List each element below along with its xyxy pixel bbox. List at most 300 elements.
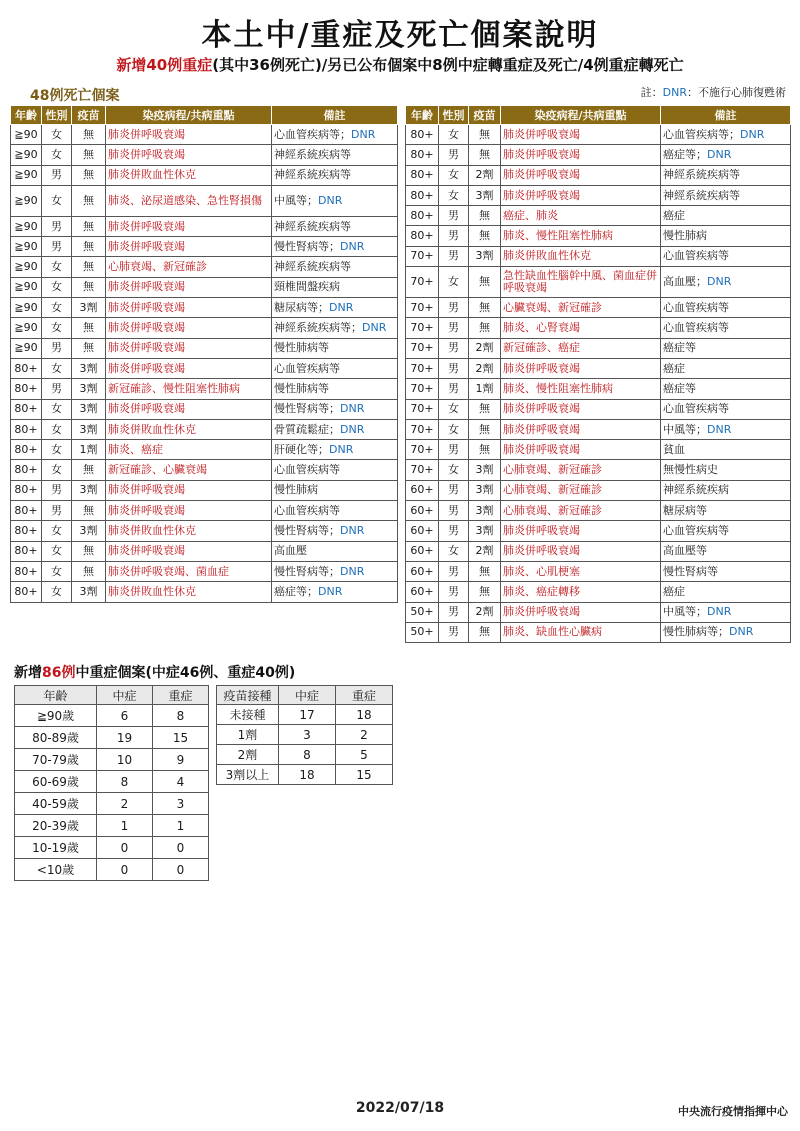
- case-disease: 肺炎併敗血性休克: [106, 521, 272, 541]
- dnr-note: [641, 84, 786, 100]
- remark-text: 心血管疾病等: [274, 503, 340, 517]
- case-sex: 女: [42, 145, 72, 165]
- stat-row: [15, 859, 209, 881]
- death-row: [11, 541, 398, 561]
- case-sex: 男: [439, 298, 469, 318]
- case-vaccine: 無: [469, 298, 501, 318]
- death-row: [406, 419, 791, 439]
- death-row: [11, 379, 398, 399]
- remark-text: 心血管疾病等: [274, 361, 340, 375]
- death-row: [406, 298, 791, 318]
- remark-text: 中風等；: [663, 422, 707, 436]
- case-disease: 癌症、肺炎: [501, 206, 661, 226]
- case-remark: [661, 338, 791, 358]
- case-vaccine: 無: [72, 338, 106, 358]
- case-sex: 女: [42, 561, 72, 581]
- case-vaccine: 無: [469, 561, 501, 581]
- remark-text: 心血管疾病等；: [663, 127, 740, 141]
- remark-text: 中風等；: [274, 193, 318, 207]
- case-sex: 女: [42, 358, 72, 378]
- stat-severe: 0: [153, 859, 209, 881]
- case-sex: 男: [42, 165, 72, 185]
- stat-moderate: 18: [279, 765, 336, 785]
- case-remark: [272, 165, 398, 185]
- case-remark: [272, 501, 398, 521]
- stat-moderate: 8: [279, 745, 336, 765]
- case-disease: 心肺衰竭、新冠確診: [501, 480, 661, 500]
- case-disease: 肺炎、心腎衰竭: [501, 318, 661, 338]
- death-row: [406, 521, 791, 541]
- death-row: [11, 185, 398, 216]
- case-age: 70+: [406, 440, 439, 460]
- death-row: [11, 145, 398, 165]
- case-age: 80+: [406, 165, 439, 185]
- case-vaccine: 3劑: [72, 582, 106, 602]
- case-sex: 男: [439, 622, 469, 642]
- stat-label: 70-79歲: [15, 749, 97, 771]
- death-row: [11, 237, 398, 257]
- dnr-tag: DNR: [340, 239, 365, 253]
- remark-text: 糖尿病等: [663, 503, 707, 517]
- case-vaccine: 3劑: [72, 379, 106, 399]
- death-row: [406, 226, 791, 246]
- case-disease: 肺炎併呼吸衰竭: [106, 318, 272, 338]
- remark-text: 心血管疾病等: [663, 249, 729, 263]
- case-vaccine: 3劑: [72, 419, 106, 439]
- case-disease: 肺炎併呼吸衰竭: [106, 216, 272, 236]
- case-remark: [661, 125, 791, 145]
- case-sex: 女: [42, 419, 72, 439]
- remark-text: 慢性肺病: [663, 229, 707, 243]
- case-disease: 肺炎併呼吸衰竭: [501, 440, 661, 460]
- case-remark: [661, 501, 791, 521]
- case-remark: [272, 338, 398, 358]
- case-sex: 男: [439, 379, 469, 399]
- case-remark: [661, 267, 791, 298]
- remark-text: 慢性肺病: [274, 483, 318, 497]
- case-sex: 女: [42, 521, 72, 541]
- case-disease: 心肺衰竭、新冠確診: [106, 257, 272, 277]
- case-remark: [272, 582, 398, 602]
- case-remark: [661, 622, 791, 642]
- case-vaccine: 3劑: [72, 298, 106, 318]
- case-sex: 女: [439, 460, 469, 480]
- case-age: 60+: [406, 561, 439, 581]
- stat-moderate: 0: [97, 859, 153, 881]
- remark-text: 神經系統疾病等: [274, 147, 351, 161]
- case-vaccine: 無: [469, 318, 501, 338]
- case-vaccine: 3劑: [72, 521, 106, 541]
- case-vaccine: 3劑: [469, 246, 501, 266]
- remark-text: 慢性肺病等: [274, 381, 329, 395]
- remark-text: 心血管疾病等: [274, 463, 340, 477]
- case-remark: [272, 379, 398, 399]
- case-remark: [661, 602, 791, 622]
- remark-text: 神經系統疾病等: [663, 168, 740, 182]
- age-col-severe: 重症: [153, 686, 209, 705]
- stat-moderate: 8: [97, 771, 153, 793]
- remark-text: 癌症等: [663, 341, 696, 355]
- case-disease: 肺炎、癌症: [106, 440, 272, 460]
- remark-text: 糖尿病等；: [274, 300, 329, 314]
- note-prefix: 註：: [640, 86, 663, 99]
- remark-text: 慢性腎病等: [663, 564, 718, 578]
- dnr-tag: DNR: [340, 523, 365, 537]
- remark-text: 慢性腎病等；: [274, 564, 340, 578]
- stat-severe: 3: [153, 793, 209, 815]
- case-remark: [272, 480, 398, 500]
- case-remark: [272, 257, 398, 277]
- case-remark: [661, 521, 791, 541]
- death-row: [11, 277, 398, 297]
- case-disease: 新冠確診、心臟衰竭: [106, 460, 272, 480]
- case-disease: 心臟衰竭、新冠確診: [501, 298, 661, 318]
- case-vaccine: 1劑: [469, 379, 501, 399]
- remark-text: 貧血: [663, 442, 685, 456]
- death-row: [11, 419, 398, 439]
- case-vaccine: 1劑: [72, 440, 106, 460]
- case-age: ≧90: [11, 165, 42, 185]
- stat-severe: 1: [153, 815, 209, 837]
- case-vaccine: 3劑: [469, 185, 501, 205]
- case-age: 80+: [11, 460, 42, 480]
- death-row: [406, 622, 791, 642]
- case-remark: [272, 237, 398, 257]
- age-col-age: 年齡: [15, 686, 97, 705]
- death-row: [406, 440, 791, 460]
- case-age: ≧90: [11, 125, 42, 145]
- stat-severe: 2: [336, 725, 393, 745]
- stat-label: 80-89歲: [15, 727, 97, 749]
- case-sex: 女: [42, 257, 72, 277]
- stat-label: 60-69歲: [15, 771, 97, 793]
- remark-text: 心血管疾病等: [663, 321, 729, 335]
- case-age: 70+: [406, 298, 439, 318]
- death-row: [11, 399, 398, 419]
- remark-text: 神經系統疾病: [663, 483, 729, 497]
- case-sex: 女: [439, 267, 469, 298]
- col-sex: 性別: [439, 106, 469, 125]
- case-age: 80+: [11, 582, 42, 602]
- death-table-right-body: [406, 125, 791, 643]
- case-age: 80+: [11, 419, 42, 439]
- case-disease: 肺炎併呼吸衰竭: [106, 298, 272, 318]
- case-disease: 肺炎、缺血性心臟病: [501, 622, 661, 642]
- stat-label: 10-19歲: [15, 837, 97, 859]
- case-vaccine: 2劑: [469, 165, 501, 185]
- case-remark: [272, 298, 398, 318]
- case-vaccine: 無: [469, 226, 501, 246]
- case-vaccine: 無: [469, 399, 501, 419]
- remark-text: 慢性肺病等: [274, 341, 329, 355]
- case-disease: 肺炎、慢性阻塞性肺病: [501, 226, 661, 246]
- stat-severe: 15: [336, 765, 393, 785]
- death-table-header: [406, 106, 791, 125]
- dnr-tag: DNR: [740, 127, 765, 141]
- case-vaccine: 3劑: [72, 399, 106, 419]
- col-remark: 備註: [272, 106, 398, 125]
- remark-text: 神經系統疾病等: [274, 168, 351, 182]
- case-sex: 女: [439, 541, 469, 561]
- stat-moderate: 6: [97, 705, 153, 727]
- case-vaccine: 無: [72, 318, 106, 338]
- case-remark: [272, 460, 398, 480]
- remark-text: 慢性腎病等；: [274, 402, 340, 416]
- remark-text: 心血管疾病等；: [274, 127, 351, 141]
- case-sex: 男: [439, 480, 469, 500]
- col-age: 年齡: [406, 106, 439, 125]
- case-disease: 心肺衰竭、新冠確診: [501, 460, 661, 480]
- case-remark: [272, 216, 398, 236]
- case-sex: 男: [42, 338, 72, 358]
- case-sex: 男: [42, 501, 72, 521]
- death-table-header: [11, 106, 398, 125]
- death-row: [406, 561, 791, 581]
- dnr-tag: DNR: [707, 147, 732, 161]
- case-age: ≧90: [11, 277, 42, 297]
- case-age: 70+: [406, 267, 439, 298]
- case-age: 80+: [406, 185, 439, 205]
- case-remark: [272, 145, 398, 165]
- stat-row: [217, 745, 393, 765]
- dnr-tag: DNR: [362, 321, 387, 335]
- case-remark: [661, 460, 791, 480]
- dnr-tag: DNR: [707, 422, 732, 436]
- death-row: [406, 582, 791, 602]
- remark-text: 高血壓等: [663, 544, 707, 558]
- death-row: [406, 460, 791, 480]
- case-sex: 女: [42, 185, 72, 216]
- case-disease: 心肺衰竭、新冠確診: [501, 501, 661, 521]
- stat-row: [15, 771, 209, 793]
- death-row: [11, 521, 398, 541]
- new-cases-header: [14, 662, 295, 682]
- case-age: 80+: [406, 145, 439, 165]
- vac-col-moderate: 中症: [279, 686, 336, 705]
- case-age: 80+: [11, 480, 42, 500]
- case-sex: 男: [439, 206, 469, 226]
- case-disease: 肺炎併呼吸衰竭: [501, 165, 661, 185]
- vaccine-stat-table: [216, 685, 393, 785]
- subtitle-new-severe: 新增40例重症: [116, 56, 213, 74]
- case-age: 70+: [406, 399, 439, 419]
- death-row: [406, 501, 791, 521]
- case-vaccine: 3劑: [469, 521, 501, 541]
- case-remark: [661, 318, 791, 338]
- remark-text: 頸椎間盤疾病: [274, 280, 340, 294]
- subtitle-rest: (其中36例死亡)/另已公布個案中8例中症轉重症及死亡/4例重症轉死亡: [212, 56, 684, 74]
- death-row: [11, 358, 398, 378]
- report-date: 2022/07/18: [355, 1100, 445, 1116]
- case-sex: 女: [42, 318, 72, 338]
- stat-row: [217, 705, 393, 725]
- case-remark: [661, 145, 791, 165]
- remark-text: 心血管疾病等: [663, 523, 729, 537]
- death-row: [406, 602, 791, 622]
- death-table-left: [10, 105, 398, 603]
- case-remark: [272, 521, 398, 541]
- case-age: 80+: [406, 206, 439, 226]
- case-disease: 肺炎、慢性阻塞性肺病: [501, 379, 661, 399]
- case-disease: 肺炎併呼吸衰竭: [501, 145, 661, 165]
- case-age: ≧90: [11, 298, 42, 318]
- case-sex: 男: [439, 602, 469, 622]
- case-vaccine: 無: [72, 216, 106, 236]
- death-row: [406, 379, 791, 399]
- organization-name: 中央流行疫情指揮中心: [678, 1105, 788, 1118]
- case-remark: [661, 206, 791, 226]
- death-row: [406, 267, 791, 298]
- death-row: [11, 318, 398, 338]
- stat-severe: 9: [153, 749, 209, 771]
- case-remark: [272, 399, 398, 419]
- remark-text: 肝硬化等；: [274, 442, 329, 456]
- death-row: [11, 125, 398, 145]
- case-disease: 肺炎併呼吸衰竭: [501, 185, 661, 205]
- stat-severe: 8: [153, 705, 209, 727]
- case-vaccine: 2劑: [469, 358, 501, 378]
- remark-text: 神經系統疾病等: [274, 219, 351, 233]
- death-row: [406, 145, 791, 165]
- stat-row: [15, 749, 209, 771]
- remark-text: 癌症: [663, 361, 685, 375]
- case-disease: 肺炎併呼吸衰竭: [501, 358, 661, 378]
- death-row: [11, 216, 398, 236]
- case-sex: 男: [439, 358, 469, 378]
- note-dnr: DNR: [662, 86, 687, 99]
- stat-label: 3劑以上: [217, 765, 279, 785]
- remark-text: 慢性腎病等；: [274, 239, 340, 253]
- stat-severe: 0: [153, 837, 209, 859]
- stat-label: 40-59歲: [15, 793, 97, 815]
- stat-moderate: 19: [97, 727, 153, 749]
- case-vaccine: 無: [72, 277, 106, 297]
- remark-text: 癌症: [663, 584, 685, 598]
- case-sex: 女: [42, 440, 72, 460]
- col-sex: 性別: [42, 106, 72, 125]
- stat-severe: 18: [336, 705, 393, 725]
- case-sex: 男: [42, 237, 72, 257]
- stat-moderate: 10: [97, 749, 153, 771]
- case-sex: 男: [439, 246, 469, 266]
- death-row: [11, 257, 398, 277]
- remark-text: 癌症等: [663, 381, 696, 395]
- case-age: 80+: [11, 521, 42, 541]
- col-age: 年齡: [11, 106, 42, 125]
- remark-text: 高血壓: [274, 544, 307, 558]
- stat-label: 20-39歲: [15, 815, 97, 837]
- case-vaccine: 無: [72, 561, 106, 581]
- case-remark: [661, 358, 791, 378]
- dnr-tag: DNR: [340, 564, 365, 578]
- case-disease: 肺炎併呼吸衰竭: [501, 399, 661, 419]
- case-remark: [661, 440, 791, 460]
- col-remark: 備註: [661, 106, 791, 125]
- case-remark: [661, 226, 791, 246]
- case-vaccine: 無: [469, 145, 501, 165]
- case-vaccine: 無: [72, 237, 106, 257]
- remark-text: 心血管疾病等: [663, 402, 729, 416]
- remark-text: 慢性肺病等；: [663, 625, 729, 639]
- case-age: 60+: [406, 541, 439, 561]
- death-row: [406, 358, 791, 378]
- case-vaccine: 無: [72, 541, 106, 561]
- case-vaccine: 3劑: [469, 501, 501, 521]
- case-disease: 急性缺血性腦幹中風、菌血症併呼吸衰竭: [501, 267, 661, 298]
- case-age: 80+: [406, 226, 439, 246]
- remark-text: 高血壓；: [663, 275, 707, 289]
- case-remark: [661, 379, 791, 399]
- dnr-tag: DNR: [707, 275, 732, 289]
- case-sex: 女: [439, 165, 469, 185]
- case-sex: 男: [439, 501, 469, 521]
- case-disease: 肺炎併呼吸衰竭、菌血症: [106, 561, 272, 581]
- death-row: [11, 582, 398, 602]
- vac-col-severe: 重症: [336, 686, 393, 705]
- case-age: ≧90: [11, 185, 42, 216]
- col-disease: 染疫病程/共病重點: [106, 106, 272, 125]
- case-sex: 男: [439, 521, 469, 541]
- case-remark: [272, 440, 398, 460]
- new-cases-prefix: 新增: [14, 665, 42, 681]
- case-vaccine: 3劑: [72, 358, 106, 378]
- case-sex: 男: [439, 318, 469, 338]
- remark-text: 神經系統疾病等: [274, 260, 351, 274]
- stat-row: [217, 725, 393, 745]
- case-remark: [661, 165, 791, 185]
- case-sex: 女: [439, 419, 469, 439]
- case-remark: [272, 541, 398, 561]
- case-age: 80+: [11, 541, 42, 561]
- case-sex: 女: [42, 399, 72, 419]
- case-remark: [272, 561, 398, 581]
- case-sex: 男: [42, 379, 72, 399]
- death-row: [406, 541, 791, 561]
- case-disease: 肺炎併呼吸衰竭: [106, 277, 272, 297]
- case-age: 60+: [406, 521, 439, 541]
- case-remark: [661, 185, 791, 205]
- case-sex: 男: [42, 480, 72, 500]
- case-age: 50+: [406, 602, 439, 622]
- death-row: [406, 318, 791, 338]
- case-disease: 肺炎併呼吸衰竭: [501, 125, 661, 145]
- case-disease: 肺炎、癌症轉移: [501, 582, 661, 602]
- case-vaccine: 3劑: [469, 480, 501, 500]
- case-vaccine: 無: [72, 165, 106, 185]
- case-age: 70+: [406, 460, 439, 480]
- col-vaccine: 疫苗: [72, 106, 106, 125]
- page-subtitle: [0, 54, 800, 75]
- case-sex: 女: [42, 582, 72, 602]
- case-remark: [661, 480, 791, 500]
- case-disease: 肺炎併呼吸衰竭: [501, 521, 661, 541]
- case-age: 80+: [11, 379, 42, 399]
- col-disease: 染疫病程/共病重點: [501, 106, 661, 125]
- case-disease: 肺炎併呼吸衰竭: [501, 541, 661, 561]
- case-vaccine: 無: [72, 185, 106, 216]
- case-remark: [272, 358, 398, 378]
- case-vaccine: 無: [469, 267, 501, 298]
- case-disease: 肺炎、心肌梗塞: [501, 561, 661, 581]
- case-remark: [661, 541, 791, 561]
- case-age: 70+: [406, 379, 439, 399]
- remark-text: 心血管疾病等: [663, 300, 729, 314]
- case-sex: 女: [42, 460, 72, 480]
- case-vaccine: 3劑: [469, 460, 501, 480]
- case-age: 70+: [406, 358, 439, 378]
- case-disease: 肺炎併呼吸衰竭: [106, 338, 272, 358]
- stat-severe: 15: [153, 727, 209, 749]
